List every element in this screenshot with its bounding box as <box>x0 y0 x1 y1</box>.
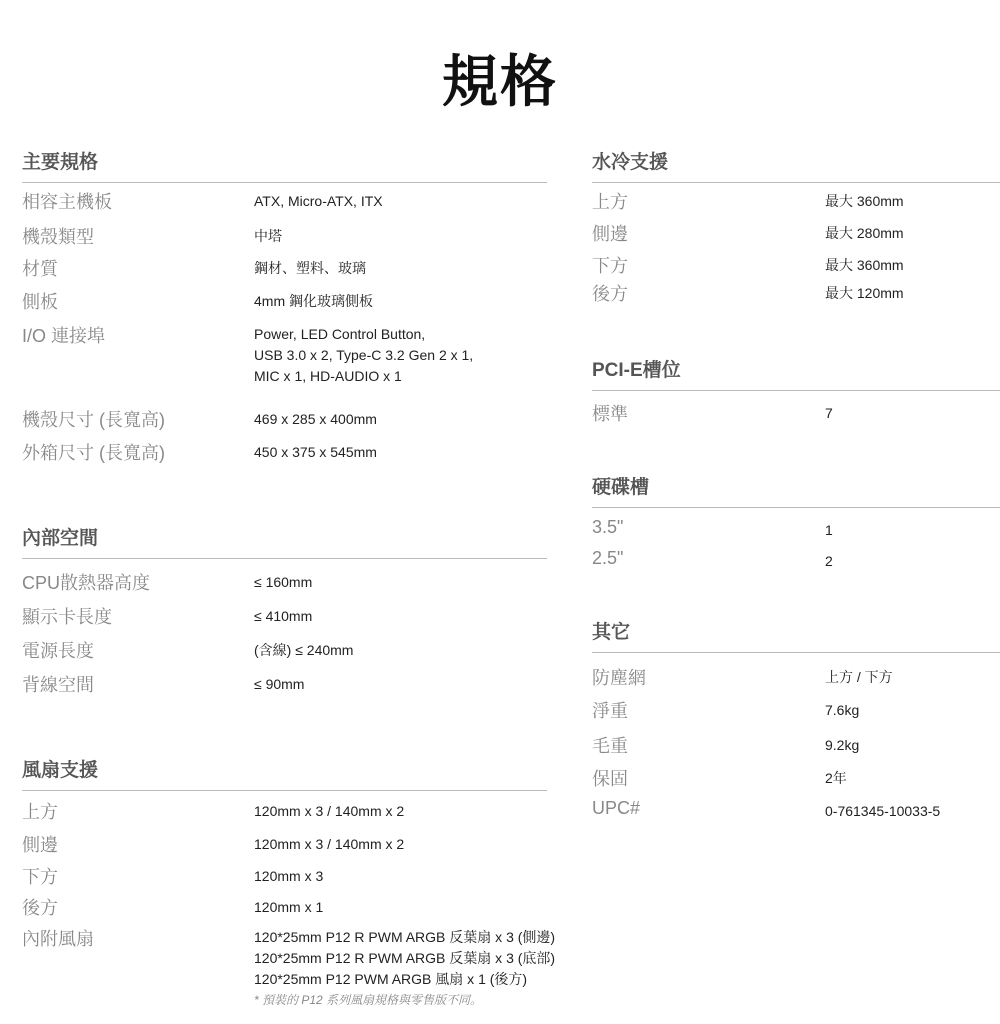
spec-label: 相容主機板 <box>22 192 112 212</box>
spec-value: 最大 360mm <box>825 257 904 273</box>
spec-value: 469 x 285 x 400mm <box>254 411 377 427</box>
spec-value: 120mm x 3 / 140mm x 2 <box>254 803 405 819</box>
spec-label: I/O 連接埠 <box>22 326 106 346</box>
spec-value: 7.6kg <box>825 702 860 718</box>
spec-value: 4mm 鋼化玻璃側板 <box>254 293 373 309</box>
spec-value-line: 120*25mm P12 PWM ARGB 風扇 x 1 (後方) <box>254 971 528 987</box>
spec-label: 防塵網 <box>592 668 646 688</box>
spec-label: 上方 <box>592 192 628 212</box>
spec-value: 中塔 <box>254 228 282 244</box>
spec-value: 1 <box>825 522 833 538</box>
section-heading-fan-support: 風扇支援 <box>22 755 547 791</box>
spec-value: 120mm x 3 / 140mm x 2 <box>254 836 405 852</box>
spec-label: 背線空間 <box>22 675 94 695</box>
spec-value: 上方 / 下方 <box>825 669 893 685</box>
spec-label: 標準 <box>592 404 628 424</box>
spec-value: 最大 280mm <box>825 225 904 241</box>
spec-label: 機殼類型 <box>22 227 94 247</box>
spec-value: (含線) ≤ 240mm <box>254 642 354 658</box>
section-heading-liquid-cooling: 水冷支援 <box>592 147 1000 183</box>
spec-label: 顯示卡長度 <box>22 607 112 627</box>
spec-label: 外箱尺寸 (長寬高) <box>22 443 165 463</box>
spec-label: 側邊 <box>22 835 58 855</box>
spec-label: 側板 <box>22 292 58 312</box>
spec-value: 120mm x 3 <box>254 868 324 884</box>
section-heading-others: 其它 <box>592 617 1000 653</box>
spec-value-line: 120*25mm P12 R PWM ARGB 反葉扇 x 3 (底部) <box>254 950 556 966</box>
spec-label: UPC# <box>592 798 641 818</box>
spec-label: 保固 <box>592 769 628 789</box>
section-heading-drive-bays: 硬碟槽 <box>592 472 1000 508</box>
spec-value: ≤ 410mm <box>254 608 313 624</box>
page-title: 規格 <box>442 50 558 113</box>
spec-label: 電源長度 <box>22 641 94 661</box>
spec-label: 上方 <box>22 802 58 822</box>
section-heading-main-spec: 主要規格 <box>22 147 547 183</box>
spec-value: ATX, Micro-ATX, ITX <box>254 193 383 209</box>
spec-label: 2.5" <box>592 548 624 568</box>
spec-value: 7 <box>825 405 833 421</box>
spec-label: 機殼尺寸 (長寬高) <box>22 410 165 430</box>
spec-value: 最大 360mm <box>825 193 904 209</box>
spec-label: 材質 <box>22 259 58 279</box>
spec-value: 9.2kg <box>825 737 860 753</box>
spec-value: 0-761345-10033-5 <box>825 803 941 819</box>
spec-value: 2 <box>825 553 833 569</box>
spec-value-line: USB 3.0 x 2, Type-C 3.2 Gen 2 x 1, <box>254 347 474 363</box>
spec-value: 450 x 375 x 545mm <box>254 444 377 460</box>
spec-value-line: Power, LED Control Button, <box>254 326 426 342</box>
spec-value: ≤ 160mm <box>254 574 313 590</box>
spec-label: 內附風扇 <box>22 929 94 949</box>
spec-value: 最大 120mm <box>825 285 904 301</box>
spec-label: 下方 <box>592 256 628 276</box>
spec-value: ≤ 90mm <box>254 676 305 692</box>
spec-value-line: 120*25mm P12 R PWM ARGB 反葉扇 x 3 (側邊) <box>254 929 556 945</box>
spec-label: 後方 <box>592 284 628 304</box>
section-heading-pcie-slots: PCI-E槽位 <box>592 355 1000 391</box>
spec-label: 3.5" <box>592 517 624 537</box>
spec-label: CPU散熱器高度 <box>22 573 151 593</box>
spec-value-line: MIC x 1, HD-AUDIO x 1 <box>254 368 402 384</box>
spec-label: 毛重 <box>592 736 628 756</box>
spec-value: 鋼材、塑料、玻璃 <box>254 260 366 276</box>
spec-label: 後方 <box>22 898 58 918</box>
spec-label: 淨重 <box>592 701 628 721</box>
spec-value: 2年 <box>825 770 847 786</box>
footnote: * 預裝的 P12 系列風扇規格與零售版不同。 <box>254 993 483 1007</box>
section-heading-internal-space: 內部空間 <box>22 523 547 559</box>
spec-label: 下方 <box>22 867 58 887</box>
spec-value: 120mm x 1 <box>254 899 324 915</box>
spec-label: 側邊 <box>592 224 628 244</box>
